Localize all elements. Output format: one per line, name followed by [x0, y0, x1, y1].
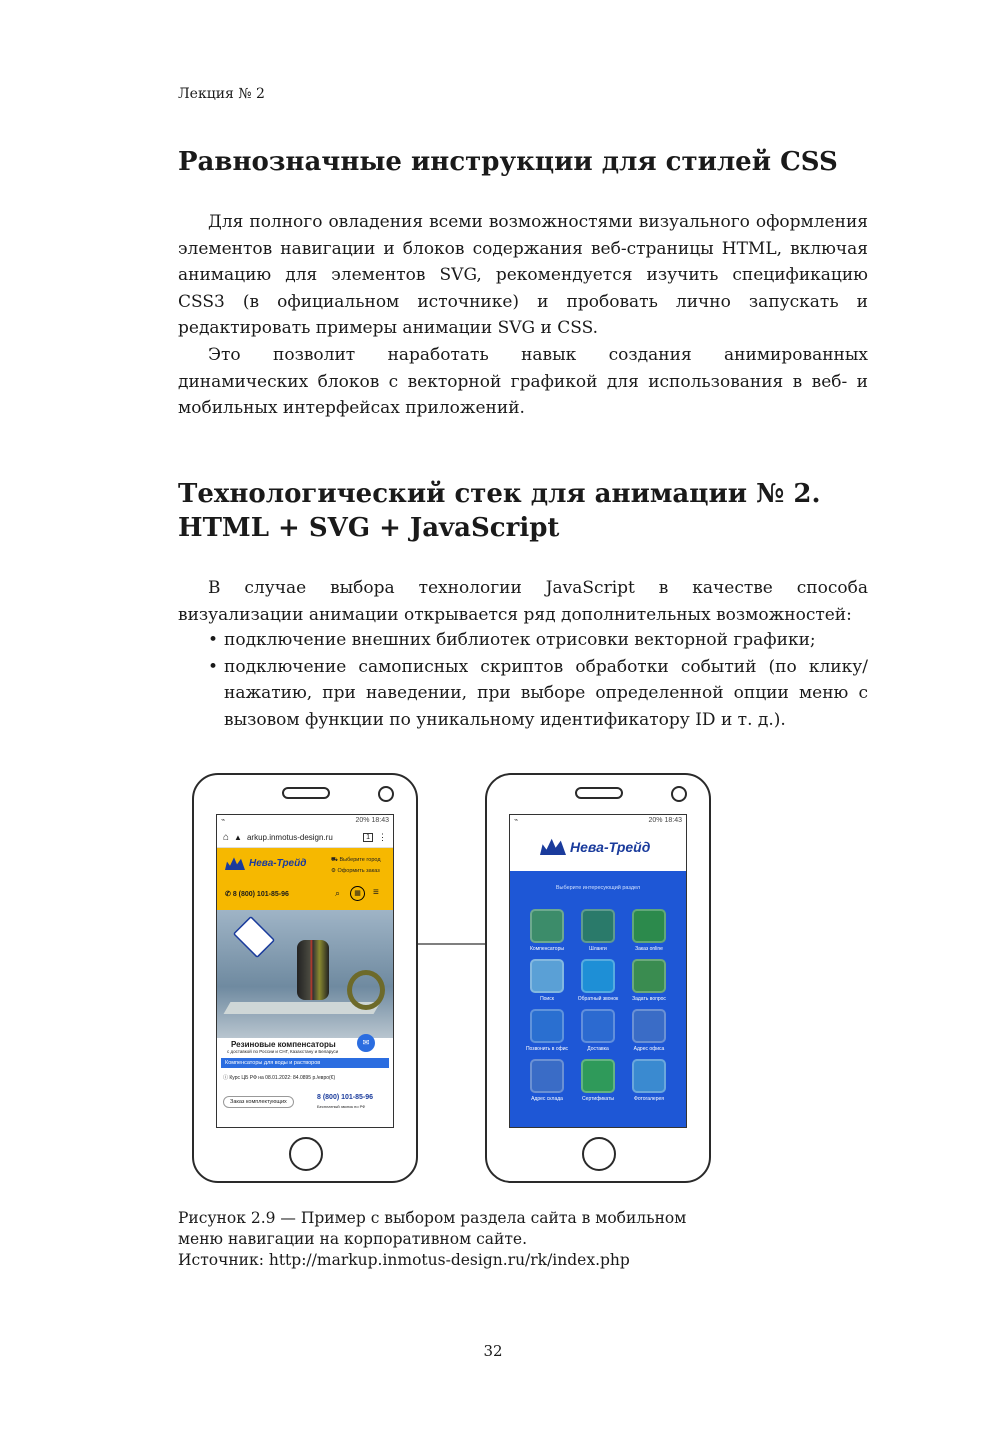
- banner-info: [217, 1038, 393, 1128]
- section-tile-label: Шланги: [589, 946, 607, 952]
- more-icon[interactable]: ⋮: [378, 831, 387, 842]
- page-number: 32: [483, 1342, 503, 1360]
- chat-icon[interactable]: ✉: [357, 1034, 375, 1052]
- exchange-rate: ⓘ Курс ЦБ РФ на 08.01.2022: 84.0895 р./евро(€): [223, 1075, 336, 1081]
- grid-menu-icon[interactable]: ▦: [350, 886, 365, 901]
- logo-text: Нева-Трейд: [570, 839, 651, 855]
- section-tile-label: Заказ online: [635, 946, 663, 952]
- camera-icon: [378, 786, 394, 802]
- speaker-icon: [282, 787, 330, 799]
- list-item: [178, 627, 868, 654]
- footer-phone-note: Бесплатный звонок по РФ: [317, 1104, 366, 1109]
- browser-bar: [217, 827, 393, 848]
- footer-phone[interactable]: 8 (800) 101-85-96: [317, 1094, 374, 1101]
- section-tile-icon[interactable]: [632, 909, 666, 943]
- status-icons: ⌁: [221, 817, 226, 824]
- order-button[interactable]: Заказ комплектующих: [223, 1096, 294, 1108]
- status-bar: [217, 815, 393, 827]
- section-tile-icon[interactable]: [581, 1059, 615, 1093]
- camera-icon: [671, 786, 687, 802]
- section-tile-label: Поиск: [540, 996, 554, 1002]
- section-tile-label: Доставка: [587, 1046, 609, 1052]
- section-tile-label: Адрес склада: [531, 1096, 563, 1102]
- section-tile-icon[interactable]: [530, 1059, 564, 1093]
- right-phone: [485, 773, 711, 1183]
- hero-banner: [217, 910, 393, 1038]
- menu-prompt: Выберите интересующий раздел: [555, 885, 641, 891]
- caption-line: меню навигации на корпоративном сайте.: [178, 1230, 527, 1248]
- section-tile-label: Фотогалерея: [634, 1096, 664, 1102]
- product-image: [297, 940, 329, 1000]
- bullet-list: [178, 627, 868, 733]
- speaker-icon: [575, 787, 623, 799]
- order-link[interactable]: ⚙ Оформить заказ: [331, 868, 380, 874]
- section-tile-icon[interactable]: [530, 909, 564, 943]
- status-bar: [510, 815, 686, 827]
- home-button[interactable]: [289, 1137, 323, 1171]
- status-time: 20% 18:43: [355, 817, 389, 824]
- list-item-text: подключение внешних библиотек отрисовки векторной графики;: [224, 630, 816, 650]
- section-tile-label: Позвонить в офис: [525, 1046, 569, 1052]
- home-button[interactable]: [582, 1137, 616, 1171]
- brand-mark-icon: [233, 916, 275, 958]
- warning-icon: ▲: [234, 832, 242, 842]
- blue-bar[interactable]: Компенсаторы для воды и растворов: [221, 1058, 389, 1068]
- running-header: Лекция № 2: [178, 86, 265, 102]
- banner-subtitle: с доставкой по России и СНГ, Казахстану и Беларуси: [227, 1049, 339, 1054]
- section-tile-icon[interactable]: [530, 959, 564, 993]
- status-time: 20% 18:43: [648, 817, 682, 824]
- section-tile-icon[interactable]: [632, 1059, 666, 1093]
- figure-caption: [178, 1208, 698, 1271]
- paragraph: Для полного овладения всеми возможностями визуального оформления элементов навигации и блоков содержания веб-страницы HTML, включая анимацию для элементов SVG, рекомендуется изучить спецификацию CSS3 (в официальном источнике) и пробовать лично запускать и редактировать примеры анимации SVG и CSS.: [178, 212, 868, 338]
- tabs-icon[interactable]: 1: [363, 833, 373, 842]
- section-tile-icon[interactable]: [581, 1009, 615, 1043]
- left-phone: [192, 773, 418, 1183]
- section-tile-label: Обратный звонок: [577, 996, 619, 1002]
- caption-source: Источник: http://markup.inmotus-design.ru/rk/index.php: [178, 1251, 630, 1269]
- product-ring: [347, 970, 385, 1010]
- section-tile-label: Адрес офиса: [633, 1046, 665, 1052]
- left-screen: [216, 814, 394, 1128]
- logo-icon: [225, 856, 245, 870]
- list-item: [178, 654, 868, 734]
- home-icon[interactable]: ⌂: [223, 831, 230, 843]
- logo-icon: [540, 837, 566, 855]
- status-icons: ⌁: [514, 817, 519, 824]
- section-tile-icon[interactable]: [632, 1009, 666, 1043]
- banner-title: Резиновые компенсаторы: [231, 1040, 336, 1049]
- section-tile-icon[interactable]: [581, 909, 615, 943]
- section-tile-label: Компенсаторы: [530, 946, 564, 952]
- section-tile-icon[interactable]: [581, 959, 615, 993]
- site-header: [510, 827, 686, 871]
- site-header: [217, 848, 393, 910]
- list-item-text: подключение самописных скриптов обработки событий (по клику/нажатию, при наведении, при выборе определенной опции меню с вызовом функции по уникальному идентификатору ID и т. д.).: [224, 656, 868, 730]
- section-tile-icon[interactable]: [530, 1009, 564, 1043]
- section-tile-icon[interactable]: [632, 959, 666, 993]
- url-text[interactable]: arkup.inmotus-design.ru: [246, 832, 333, 842]
- heading-line: HTML + SVG + JavaScript: [178, 513, 560, 543]
- paragraph: В случае выбора технологии JavaScript в качестве способа визуализации анимации открывается ряд дополнительных возможностей:: [178, 578, 868, 625]
- section-menu: [510, 871, 686, 1127]
- section-heading-stack: [178, 477, 878, 545]
- hamburger-icon[interactable]: ≡: [373, 887, 379, 898]
- bullet-icon: •: [208, 656, 219, 677]
- section-tile-label: Задать вопрос: [632, 996, 666, 1002]
- heading-line: Технологический стек для анимации № 2.: [178, 479, 821, 509]
- phone-link[interactable]: ✆ 8 (800) 101-85-96: [225, 891, 289, 898]
- section-heading-css: Равнозначные инструкции для стилей CSS: [178, 147, 838, 177]
- logo-text: Нева-Трейд: [249, 858, 307, 869]
- caption-line: Рисунок 2.9 — Пример с выбором раздела сайта в мобильном: [178, 1209, 687, 1227]
- bullet-icon: •: [208, 630, 219, 650]
- right-screen: [509, 814, 687, 1128]
- paragraph: Это позволит наработать навык создания анимированных динамических блоков с векторной графикой для использования в веб- и мобильных интерфейсах приложений.: [178, 345, 868, 418]
- search-icon[interactable]: ⌕: [335, 888, 341, 898]
- section-tile-label: Сертификаты: [582, 1096, 614, 1102]
- city-link[interactable]: ⛟ Выберите город: [331, 857, 381, 863]
